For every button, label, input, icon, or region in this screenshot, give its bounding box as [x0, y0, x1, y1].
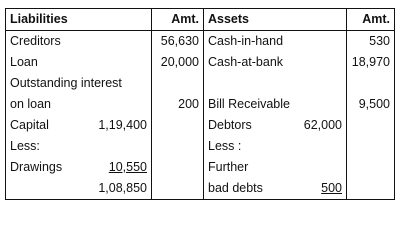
liability-label: Drawings [10, 160, 63, 174]
asset-amount [347, 136, 395, 157]
asset-cell [204, 115, 347, 136]
liability-label: Outstanding interest [6, 73, 152, 94]
liability-inner-amount: 10,550 [108, 160, 147, 174]
asset-amount [347, 157, 395, 178]
liability-amount: 200 [152, 94, 204, 115]
liability-amount: 56,630 [152, 31, 204, 53]
asset-amount [347, 73, 395, 94]
liability-amount [152, 136, 204, 157]
header-row [6, 9, 395, 31]
liability-label: Loan [6, 52, 152, 73]
table-row [6, 94, 395, 115]
liability-cell [6, 178, 152, 200]
liability-label: Capital [10, 118, 49, 132]
asset-label: Less : [204, 136, 347, 157]
liability-amount [152, 157, 204, 178]
asset-label: Debtors [208, 118, 252, 132]
liability-amount: 20,000 [152, 52, 204, 73]
table-row [6, 115, 395, 136]
asset-amount: 18,970 [347, 52, 395, 73]
header-liabilities: Liabilities [6, 9, 152, 31]
liability-amount [152, 178, 204, 200]
liability-inner-amount: 1,08,850 [98, 181, 147, 195]
liability-cell [6, 157, 152, 178]
liability-label: Creditors [6, 31, 152, 53]
liability-label: Less: [6, 136, 152, 157]
header-amount-assets: Amt. [347, 9, 395, 31]
asset-amount [347, 115, 395, 136]
asset-label: bad debts [208, 181, 263, 195]
asset-amount: 530 [347, 31, 395, 53]
asset-amount: 9,500 [347, 94, 395, 115]
balance-sheet-table [5, 8, 395, 200]
asset-inner-amount: 62,000 [303, 118, 342, 132]
balance-sheet [5, 8, 394, 195]
asset-amount [347, 178, 395, 200]
liability-inner-amount: 1,19,400 [98, 118, 147, 132]
asset-label: Cash-in-hand [204, 31, 347, 53]
table-row [6, 31, 395, 53]
table-row [6, 136, 395, 157]
asset-label: Bill Receivable [204, 94, 347, 115]
asset-inner-amount: 500 [321, 181, 342, 195]
header-amount-liabilities: Amt. [152, 9, 204, 31]
table-row [6, 73, 395, 94]
table-row [6, 52, 395, 73]
liability-cell [6, 115, 152, 136]
liability-amount [152, 73, 204, 94]
asset-cell [204, 178, 347, 200]
asset-label: Further [204, 157, 347, 178]
header-assets: Assets [204, 9, 347, 31]
table-row [6, 157, 395, 178]
liability-label: on loan [6, 94, 152, 115]
liability-amount [152, 115, 204, 136]
asset-label: Cash-at-bank [204, 52, 347, 73]
asset-label [204, 73, 347, 94]
table-row [6, 178, 395, 200]
